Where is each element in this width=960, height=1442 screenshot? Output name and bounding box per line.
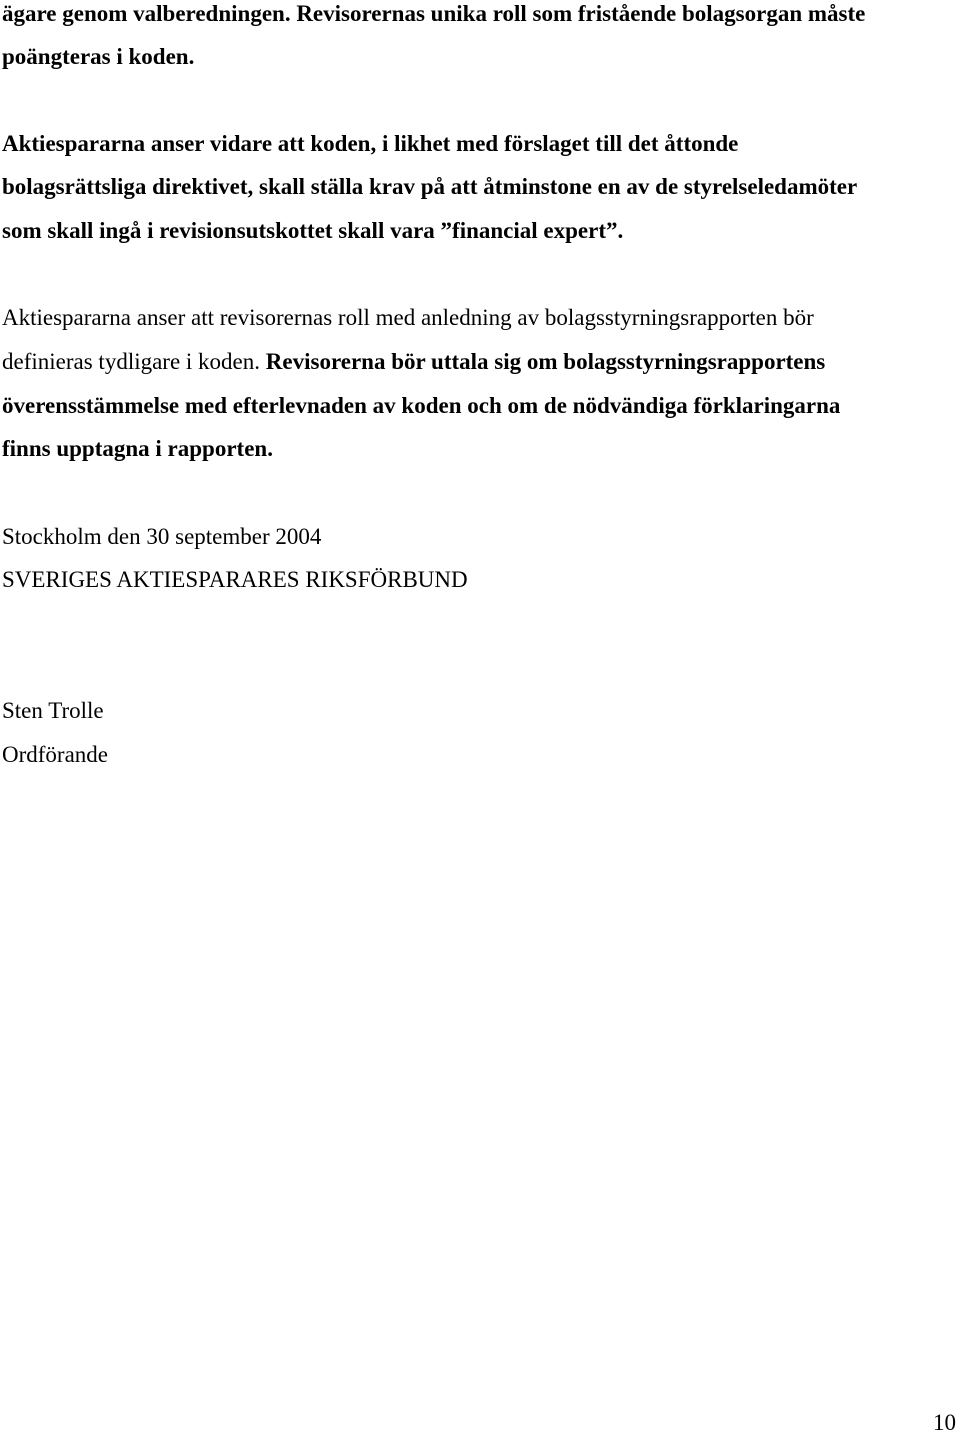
- paragraph-3-line-2-bold: Revisorerna bör uttala sig om bolagsstyrningsrapportens: [265, 349, 826, 374]
- signatory-title: Ordförande: [2, 742, 109, 767]
- organization-name: SVERIGES AKTIESPARARES RIKSFÖRBUND: [2, 567, 468, 592]
- paragraph-3-line-2: [2, 340, 825, 384]
- place-date: Stockholm den 30 september 2004: [2, 524, 322, 549]
- paragraph-2-line-2: bolagsrättsliga direktivet, skall ställa krav på att åtminstone en av de styrelseledamöter: [2, 174, 858, 199]
- paragraph-3-line-2-regular: definieras tydligare i koden.: [2, 349, 266, 374]
- paragraph-2-line-3: som skall ingå i revisionsutskottet skall vara ”financial expert”.: [2, 218, 624, 243]
- paragraph-1-line-1: ägare genom valberedningen. Revisorernas unika roll som fristående bolagsorgan måste: [2, 1, 866, 26]
- paragraph-3-line-1: Aktiespararna anser att revisorernas roll med anledning av bolagsstyrningsrapporten bör: [2, 305, 814, 330]
- page-number: 10: [933, 1410, 956, 1435]
- paragraph-3-line-4: finns upptagna i rapporten.: [2, 436, 273, 461]
- paragraph-2-line-1: Aktiespararna anser vidare att koden, i likhet med förslaget till det åttonde: [2, 131, 739, 156]
- paragraph-1-line-2: poängteras i koden.: [2, 44, 195, 69]
- signatory-name: Sten Trolle: [2, 698, 104, 723]
- paragraph-3-line-3: överensstämmelse med efterlevnaden av koden och om de nödvändiga förklaringarna: [2, 393, 841, 418]
